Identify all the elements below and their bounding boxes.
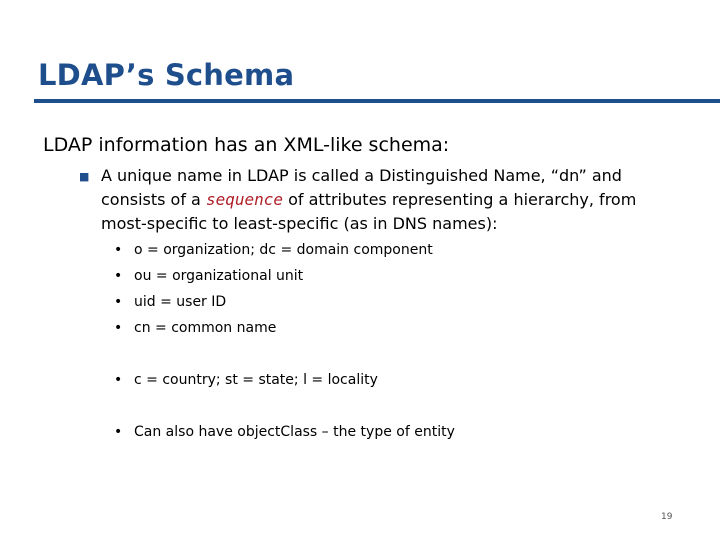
dn-text-end: of attributes representing a hierarchy, from most-specific to least-specific (as in DNS names): xyxy=(101,190,637,233)
sub-item-text: ou = organizational unit xyxy=(134,268,304,284)
bullet-dot-icon: • xyxy=(114,424,123,440)
sub-item-text: c = country; st = state; l = locality xyxy=(134,372,378,388)
bullet-dot-icon: • xyxy=(114,268,123,284)
dn-description xyxy=(101,164,661,236)
title-underline xyxy=(34,99,720,103)
dn-text-start: A unique name in LDAP is called a Distinguished Name, “dn” and consists of a xyxy=(101,166,622,209)
bullet-dot-icon: • xyxy=(114,372,123,388)
sub-item-text: uid = user ID xyxy=(134,294,227,310)
page-number: 19 xyxy=(661,512,673,522)
bullet-dot-icon: • xyxy=(114,242,123,258)
intro-text: LDAP information has an XML-like schema: xyxy=(43,134,450,156)
sub-item-text: cn = common name xyxy=(134,320,277,336)
sub-item-text: Can also have objectClass – the type of entity xyxy=(134,424,455,440)
bullet-dot-icon: • xyxy=(114,320,123,336)
bullet-dot-icon: • xyxy=(114,294,123,310)
slide-title: LDAP’s Schema xyxy=(38,58,295,92)
emphasis-sequence: sequence xyxy=(205,190,284,209)
square-bullet-icon: ■ xyxy=(79,170,90,183)
sub-item-text: o = organization; dc = domain component xyxy=(134,242,433,258)
